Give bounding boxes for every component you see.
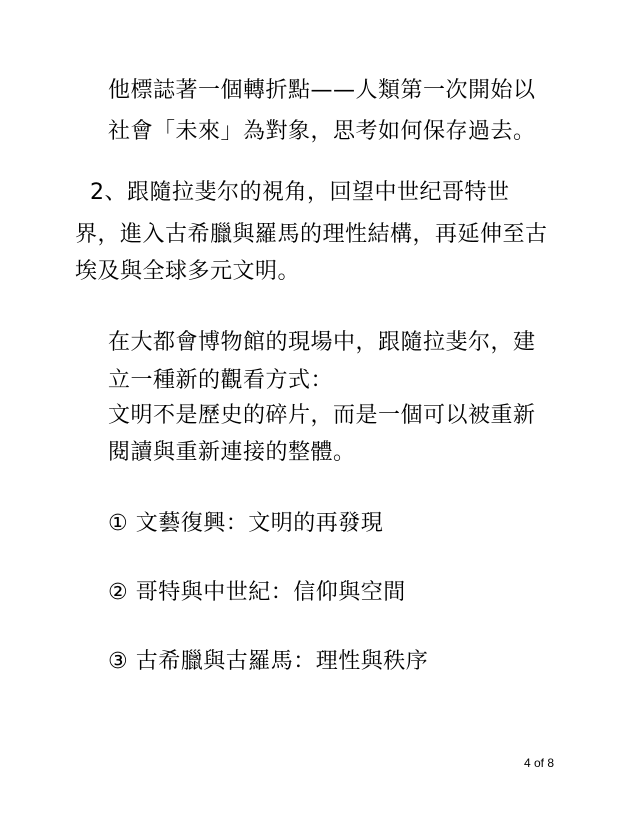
list-item: ① 文藝復興：文明的再發現: [108, 511, 384, 536]
paragraph-1-line-2: 社會「未來」為對象，思考如何保存過去。: [108, 119, 536, 144]
paragraph-2-line-2: 界，進入古希臘與羅馬的理性結構，再延伸至古: [75, 222, 548, 247]
paragraph-3-line-4: 閱讀與重新連接的整體。: [108, 440, 356, 465]
paragraph-3-line-1: 在大都會博物館的現場中，跟隨拉斐尔，建: [108, 330, 536, 355]
list-item: ③ 古希臘與古羅馬：理性與秩序: [108, 649, 429, 674]
page-number: 4 of 8: [523, 756, 554, 770]
paragraph-3-line-3: 文明不是歷史的碎片，而是一個可以被重新: [108, 403, 536, 428]
paragraph-3-line-2: 立一種新的觀看方式：: [108, 368, 334, 393]
list-item: ② 哥特與中世紀：信仰與空間: [108, 580, 406, 605]
paragraph-2-line-3: 埃及與全球多元文明。: [75, 259, 301, 284]
paragraph-2-line-1: 2、跟隨拉斐尔的視角，回望中世纪哥特世: [90, 180, 510, 205]
paragraph-1-line-1: 他標誌著一個轉折點——人類第一次開始以: [108, 78, 536, 103]
